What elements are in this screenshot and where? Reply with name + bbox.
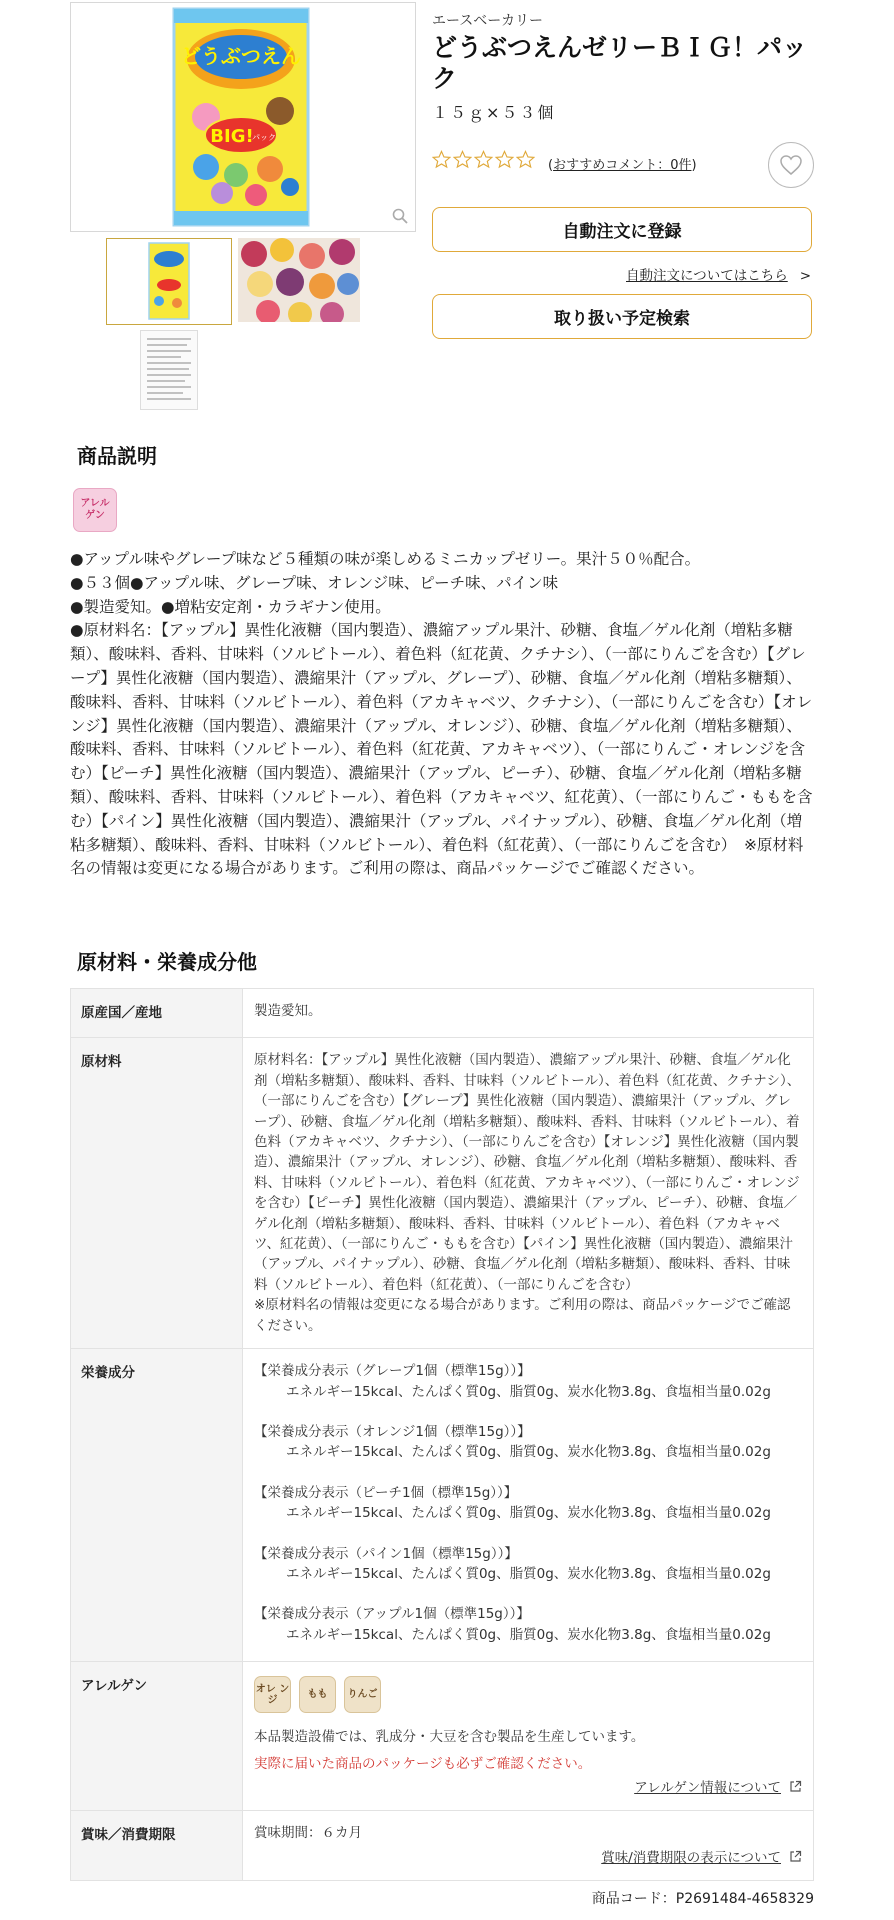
product-code: 商品コード：P2691484-4658329 <box>591 1891 814 1907</box>
external-link-icon <box>789 1850 802 1863</box>
description-line: ●原材料名：【アップル】異性化液糖（国内製造）、濃縮アップル果汁、砂糖、食塩／ゲル化剤（増粘多糖類）、酸味料、香料、甘味料（ソルビトール）、着色料（紅花黄、クチナシ）、（一部にりんごを含む）【グレープ】異性化液糖（国内製造）、濃縮果汁（アップル、グレープ）、砂糖、食塩／ゲル化剤（増粘多糖類）、酸味料、香料、甘味料（ソルビトール）、着色料（アカキャベツ、クチナシ）、（一部にりんごを含む）【オレンジ】異性化液糖（国内製造）、濃縮果汁（アップル、オレンジ）、砂糖、食塩／ゲル化剤（増粘多糖類）、酸味料、香料、甘味料（ソルビトール）、着色料（紅花黄、アカキャベツ）、（一部にりんご・オレンジを含む）【ピーチ】異性化液糖（国内製造）、濃縮果汁（アップル、ピーチ）、砂糖、食塩／ゲル化剤（増粘多糖類）、酸味料、香料、甘味料（ソルビトール）、着色料（アカキャベツ、紅花黄）、（一部にりんご・ももを含む）【パイン】異性化液糖（国内製造）、濃縮果汁（アップル、パイナップル）、砂糖、食塩／ゲル化剤（増粘多糖類）、酸味料、香料、甘味料（ソルビトール）、着色料（紅花黄）、（一部にりんごを含む） ※原材料名の情報は変更になる場合があります。ご利用の際は、商品パッケージでご確認ください。 <box>70 621 813 878</box>
table-row <box>71 1038 814 1349</box>
nutrition-block <box>254 1361 802 1402</box>
auto-order-info-label: 自動注文についてはこちら <box>626 268 788 284</box>
chevron-right-icon: > <box>799 268 812 284</box>
nutrition-value: エネルギー15kcal、たんぱく質0g、脂質0g、炭水化物3.8g、食塩相当量0.02g <box>286 1444 771 1461</box>
description-heading: 商品説明 <box>77 444 157 468</box>
nutrition-title: 【栄養成分表示（ピーチ1個（標準15g））】 <box>254 1484 518 1501</box>
thumbnail-label-back[interactable] <box>140 330 198 410</box>
label-thumbnail-image <box>141 331 197 409</box>
nutrition-value: エネルギー15kcal、たんぱく質0g、脂質0g、炭水化物3.8g、食塩相当量0.02g <box>286 1505 771 1522</box>
allergen-warning: 実際に届いた商品のパッケージも必ずご確認ください。 <box>254 1755 592 1772</box>
description-line: ●製造愛知。●増粘安定剤・カラギナン使用。 <box>70 597 391 616</box>
apple-allergen-icon: りんご <box>344 1676 381 1713</box>
ingredients-cell <box>243 1038 814 1349</box>
maker-name: エースベーカリー <box>432 13 544 29</box>
nutrition-block <box>254 1422 802 1463</box>
allergen-label: アレルゲン <box>71 1662 243 1811</box>
thumbnail-package[interactable] <box>106 238 232 325</box>
nutrition-title: 【栄養成分表示（オレンジ1個（標準15g））】 <box>254 1423 531 1440</box>
expiry-info-label: 賞味/消費期限の表示について <box>601 1849 781 1866</box>
recommend-comment-link[interactable]: (おすすめコメント：0件) <box>548 158 697 173</box>
nutrition-title: 【栄養成分表示（グレープ1個（標準15g））】 <box>254 1363 531 1380</box>
expiry-value: 賞味期間：６カ月 <box>254 1825 362 1842</box>
nutrition-block <box>254 1544 802 1585</box>
star-empty-icon <box>432 150 451 169</box>
allergen-info-link[interactable] <box>254 1778 802 1798</box>
nutrition-value: エネルギー15kcal、たんぱく質0g、脂質0g、炭水化物3.8g、食塩相当量0.02g <box>286 1383 771 1400</box>
orange-allergen-icon: オレ ンジ <box>254 1676 291 1713</box>
jelly-cups-thumbnail-image <box>238 238 360 322</box>
allergen-icons <box>254 1676 802 1713</box>
nutrition-label: 栄養成分 <box>71 1349 243 1662</box>
rating-stars <box>432 150 535 169</box>
nutrition-title: 【栄養成分表示（パイン1個（標準15g））】 <box>254 1545 518 1562</box>
star-empty-icon <box>516 150 535 169</box>
nutrition-value: エネルギー15kcal、たんぱく質0g、脂質0g、炭水化物3.8g、食塩相当量0.02g <box>286 1626 771 1643</box>
star-empty-icon <box>495 150 514 169</box>
star-empty-icon <box>453 150 472 169</box>
zoom-icon[interactable] <box>391 207 409 225</box>
external-link-icon <box>789 1780 802 1793</box>
recommend-comment-label: おすすめコメント：0件 <box>553 158 692 173</box>
auto-order-info-link[interactable] <box>626 264 811 284</box>
ingredients-label: 原材料 <box>71 1038 243 1349</box>
nutrition-value: エネルギー15kcal、たんぱく質0g、脂質0g、炭水化物3.8g、食塩相当量0.02g <box>286 1565 771 1582</box>
ingredients-heading: 原材料・栄養成分他 <box>77 950 257 974</box>
origin-label: 原産国／産地 <box>71 989 243 1038</box>
package-thumbnail-image <box>107 239 230 323</box>
product-package-image <box>172 7 310 227</box>
nutrition-title: 【栄養成分表示（アップル1個（標準15g））】 <box>254 1606 530 1623</box>
nutrition-block <box>254 1483 802 1524</box>
svg-text:どうぶつえん: どうぶつえん <box>181 44 301 68</box>
ingredients-value: 原材料名：【アップル】異性化液糖（国内製造）、濃縮アップル果汁、砂糖、食塩／ゲル化剤（増粘多糖類）、酸味料、香料、甘味料（ソルビトール）、着色料（紅花黄、クチナシ）、（一部にりんごを含む）【グレープ】異性化液糖（国内製造）、濃縮果汁（アップル、グレープ）、砂糖、食塩／ゲル化剤（増粘多糖類）、酸味料、香料、甘味料（ソルビトール）、着色料（アカキャベツ、クチナシ）、（一部にりんごを含む）【オレンジ】異性化液糖（国内製造）、濃縮果汁（アップル、オレンジ）、砂糖、食塩／ゲル化剤（増粘多糖類）、酸味料、香料、甘味料（ソルビトール）、着色料（紅花黄、アカキャベツ）、（一部にりんご・オレンジを含む）【ピーチ】異性化液糖（国内製造）、濃縮果汁（アップル、ピーチ）、砂糖、食塩／ゲル化剤（増粘多糖類）、酸味料、香料、甘味料（ソルビトール）、着色料（アカキャベツ、紅花黄）、（一部にりんご・ももを含む）【パイン】異性化液糖（国内製造）、濃縮果汁（アップル、パイナップル）、砂糖、食塩／ゲル化剤（増粘多糖類）、酸味料、香料、甘味料（ソルビトール）、着色料（紅花黄）、（一部にりんごを含む） <box>254 1052 801 1293</box>
product-description <box>70 548 815 881</box>
table-row <box>71 1662 814 1811</box>
main-product-image[interactable] <box>70 2 416 232</box>
star-empty-icon <box>474 150 493 169</box>
favorite-button[interactable] <box>768 142 814 188</box>
description-line: ●５３個●アップル味、グレープ味、オレンジ味、ピーチ味、パイン味 <box>70 573 559 592</box>
allergen-badge-icon: アレル ゲン <box>73 488 117 532</box>
nutrition-block <box>254 1604 802 1645</box>
expiry-cell <box>243 1811 814 1881</box>
allergen-info-label: アレルゲン情報について <box>634 1779 781 1796</box>
thumbnail-jelly-cups[interactable] <box>238 238 360 322</box>
description-line: ●アップル味やグレープ味など５種類の味が楽しめるミニカップゼリー。果汁５０％配合。 <box>70 550 701 568</box>
product-spec: １５ｇ×５３個 <box>432 103 556 122</box>
ingredients-note: ※原材料名の情報は変更になる場合があります。ご利用の際は、商品パッケージでご確認ください。 <box>254 1297 791 1334</box>
table-row <box>71 1811 814 1881</box>
expiry-label: 賞味／消費期限 <box>71 1811 243 1881</box>
nutrition-cell <box>243 1349 814 1662</box>
svg-text:BIG!: BIG! <box>210 126 254 147</box>
allergen-note: 本品製造設備では、乳成分・大豆を含む製品を生産しています。 <box>254 1729 645 1746</box>
heart-icon <box>779 154 803 176</box>
origin-value: 製造愛知。 <box>243 989 814 1038</box>
product-title: どうぶつえんゼリーＢＩＧ！パック <box>432 33 808 93</box>
schedule-search-button[interactable]: 取り扱い予定検索 <box>432 294 812 339</box>
expiry-info-link[interactable] <box>254 1848 802 1868</box>
spec-table <box>70 988 814 1881</box>
svg-text:パック: パック <box>252 133 276 142</box>
peach-allergen-icon: もも <box>299 1676 336 1713</box>
auto-order-button[interactable]: 自動注文に登録 <box>432 207 812 252</box>
table-row <box>71 1349 814 1662</box>
allergen-cell <box>243 1662 814 1811</box>
table-row <box>71 989 814 1038</box>
